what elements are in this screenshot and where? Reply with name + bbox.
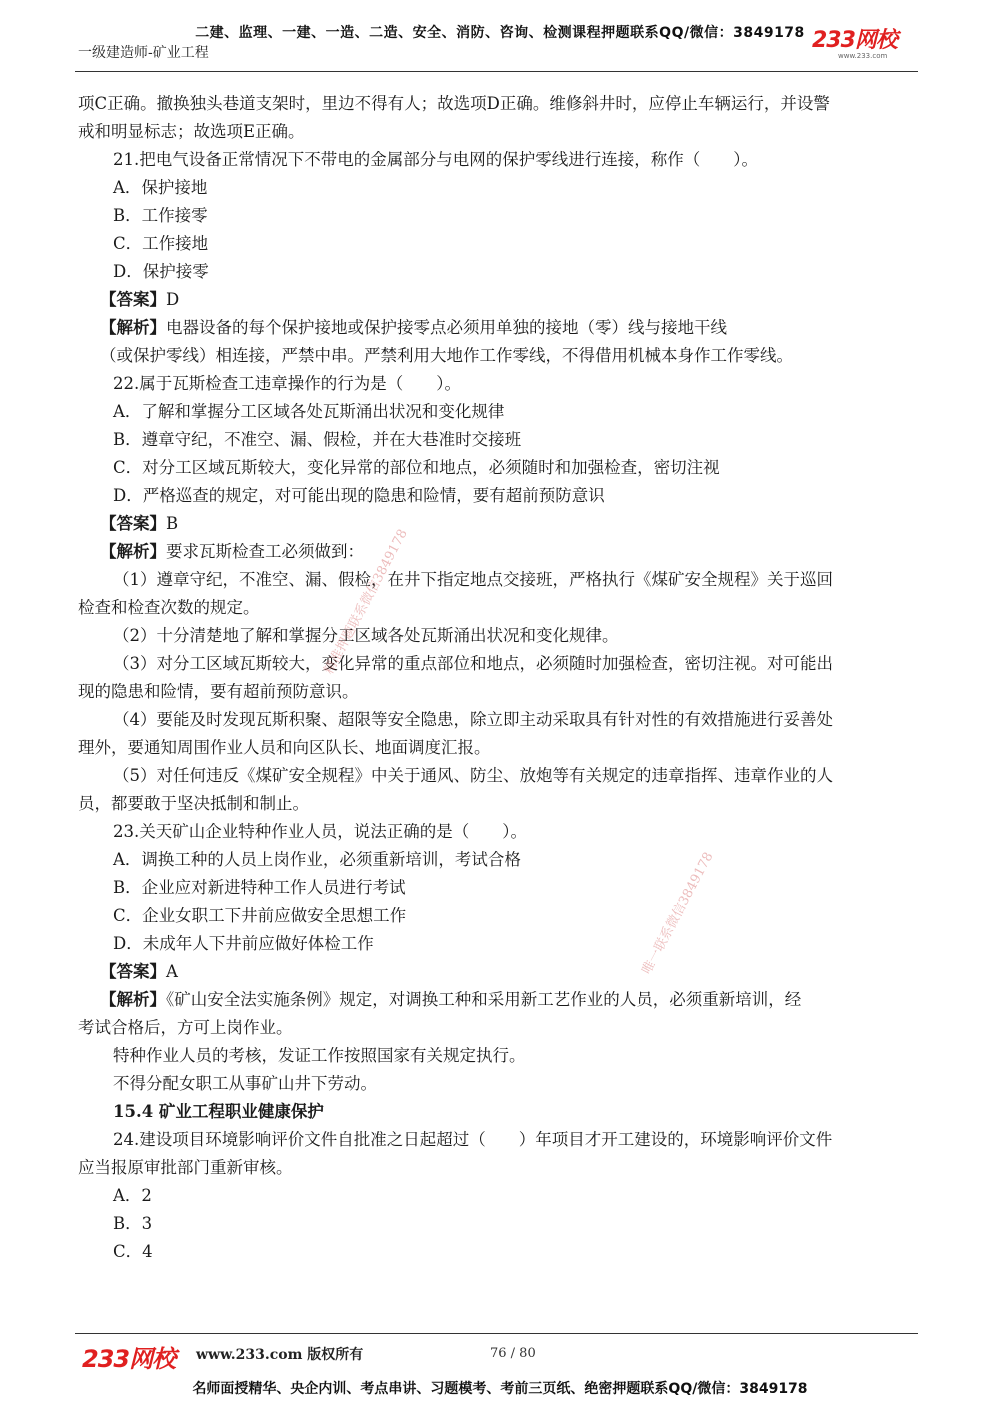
page-body	[78, 90, 920, 1266]
line-text: 23.关天矿山企业特种作业人员，说法正确的是（ ）。	[113, 822, 527, 841]
line-text: D．未成年人下井前应做好体检工作	[113, 934, 374, 953]
option-line	[78, 482, 920, 510]
text-line	[78, 314, 920, 342]
header-banner: 二建、监理、一建、一造、二造、安全、消防、咨询、检测课程押题联系QQ/微信：3849178	[195, 25, 805, 41]
header-divider	[75, 71, 918, 72]
text-line	[78, 510, 920, 538]
line-text: （1）遵章守纪，不准空、漏、假检，在井下指定地点交接班，严格执行《煤矿安全规程》关于巡回	[113, 570, 833, 589]
text-line	[78, 958, 920, 986]
option-line	[78, 1210, 920, 1238]
line-text: 理外，要通知周围作业人员和向区队长、地面调度汇报。	[78, 738, 491, 757]
document-subject: 一级建造师-矿业工程	[78, 45, 209, 61]
line-text: B．3	[113, 1214, 153, 1233]
text-line	[78, 622, 920, 650]
brand-logo-text: 233网校	[812, 28, 897, 53]
option-line	[78, 1238, 920, 1266]
line-text: 项C正确。撤换独头巷道支架时，里边不得有人；故选项D正确。维修斜井时，应停止车辆运行，并设警	[78, 94, 830, 113]
text-line	[78, 594, 920, 622]
option-line	[78, 930, 920, 958]
line-text: （5）对任何违反《煤矿安全规程》中关于通风、防尘、放炮等有关规定的违章指挥、违章作业的人	[113, 766, 833, 785]
line-text: C．4	[113, 1242, 153, 1261]
line-text: A．2	[113, 1186, 152, 1205]
text-line	[78, 146, 920, 174]
section-heading	[78, 1098, 920, 1126]
option-line	[78, 230, 920, 258]
text-line	[78, 762, 920, 790]
text-line	[78, 986, 920, 1014]
text-line	[78, 566, 920, 594]
line-text: B	[166, 514, 179, 533]
line-text: （或保护零线）相连接，严禁中串。严禁利用大地作工作零线，不得借用机械本身作工作零线。	[100, 346, 793, 365]
line-text: A．调换工种的人员上岗作业，必须重新培训，考试合格	[113, 850, 521, 869]
line-text: 不得分配女职工从事矿山井下劳动。	[113, 1074, 377, 1093]
text-line	[78, 1042, 920, 1070]
text-line	[78, 790, 920, 818]
option-line	[78, 426, 920, 454]
footer-logo[interactable]: 233网校	[82, 1345, 176, 1373]
line-text: A	[166, 962, 178, 981]
line-text: （4）要能及时发现瓦斯积聚、超限等安全隐患，除立即主动采取具有针对性的有效措施进行妥善处	[113, 710, 833, 729]
line-text: B．遵章守纪，不准空、漏、假检，并在大巷准时交接班	[113, 430, 522, 449]
line-label: 【解析】	[100, 990, 166, 1009]
text-line	[78, 118, 920, 146]
line-text: 戒和明显标志；故选项E正确。	[78, 122, 305, 141]
text-line	[78, 734, 920, 762]
line-text: 24.建设项目环境影响评价文件自批准之日起超过（ ）年项目才开工建设的，环境影响评价文件	[113, 1130, 833, 1149]
line-text: 《矿山安全法实施条例》规定，对调换工种和采用新工艺作业的人员，必须重新培训，经	[166, 990, 802, 1009]
line-text: B．工作接零	[113, 206, 208, 225]
text-line	[78, 286, 920, 314]
line-text: 电器设备的每个保护接地或保护接零点必须用单独的接地（零）线与接地干线	[166, 318, 727, 337]
line-text: 21.把电气设备正常情况下不带电的金属部分与电网的保护零线进行连接，称作（ ）。	[113, 150, 758, 169]
text-line	[78, 370, 920, 398]
page-number: 76 / 80	[490, 1346, 536, 1361]
option-line	[78, 398, 920, 426]
line-text: （3）对分工区域瓦斯较大，变化异常的重点部位和地点，必须随时加强检查，密切注视。对可能出	[113, 654, 833, 673]
line-text: 现的隐患和险情，要有超前预防意识。	[78, 682, 359, 701]
line-text: 15.4 矿业工程职业健康保护	[113, 1102, 324, 1121]
option-line	[78, 202, 920, 230]
text-line	[78, 1154, 920, 1182]
line-text: D	[166, 290, 180, 309]
line-text: 要求瓦斯检查工必须做到：	[166, 542, 364, 561]
line-label: 【答案】	[100, 962, 166, 981]
line-text: （2）十分清楚地了解和掌握分工区域各处瓦斯涌出状况和变化规律。	[113, 626, 619, 645]
line-text: 特种作业人员的考核，发证工作按照国家有关规定执行。	[113, 1046, 526, 1065]
option-line	[78, 174, 920, 202]
footer-banner: 名师面授精华、央企内训、考点串讲、习题模考、考前三页纸、绝密押题联系QQ/微信：3849178	[192, 1381, 808, 1397]
line-text: C．工作接地	[113, 234, 209, 253]
text-line	[78, 678, 920, 706]
option-line	[78, 258, 920, 286]
line-text: 考试合格后，方可上岗作业。	[78, 1018, 293, 1037]
line-label: 【解析】	[100, 542, 166, 561]
line-text: 22.属于瓦斯检查工违章操作的行为是（ ）。	[113, 374, 461, 393]
text-line	[78, 342, 920, 370]
brand-logo[interactable]	[812, 30, 922, 66]
footer-divider	[75, 1333, 918, 1334]
option-line	[78, 454, 920, 482]
line-label: 【解析】	[100, 318, 166, 337]
line-label: 【答案】	[100, 514, 166, 533]
line-text: D．保护接零	[113, 262, 209, 281]
text-line	[78, 90, 920, 118]
option-line	[78, 874, 920, 902]
line-text: C．对分工区域瓦斯较大，变化异常的部位和地点，必须随时和加强检查，密切注视	[113, 458, 720, 477]
text-line	[78, 1014, 920, 1042]
line-text: 应当报原审批部门重新审核。	[78, 1158, 293, 1177]
line-label: 【答案】	[100, 290, 166, 309]
line-text: C．企业女职工下井前应做安全思想工作	[113, 906, 407, 925]
line-text: 员，都要敢于坚决抵制和制止。	[78, 794, 309, 813]
text-line	[78, 706, 920, 734]
line-text: B．企业应对新进特种工作人员进行考试	[113, 878, 406, 897]
option-line	[78, 902, 920, 930]
line-text: 检查和检查次数的规定。	[78, 598, 260, 617]
line-text: A．了解和掌握分工区域各处瓦斯涌出状况和变化规律	[113, 402, 505, 421]
text-line	[78, 650, 920, 678]
text-line	[78, 1070, 920, 1098]
watermark: 唯一联系微信3849178	[639, 849, 717, 977]
brand-logo-url: www.233.com	[838, 52, 888, 60]
text-line	[78, 1126, 920, 1154]
option-line	[78, 1182, 920, 1210]
copyright-text: www.233.com 版权所有	[196, 1347, 364, 1363]
line-text: D．严格巡查的规定，对可能出现的隐患和险情，要有超前预防意识	[113, 486, 605, 505]
line-text: A．保护接地	[113, 178, 208, 197]
option-line	[78, 846, 920, 874]
text-line	[78, 538, 920, 566]
watermark: 精准押题联系微信3849178	[321, 526, 411, 677]
text-line	[78, 818, 920, 846]
